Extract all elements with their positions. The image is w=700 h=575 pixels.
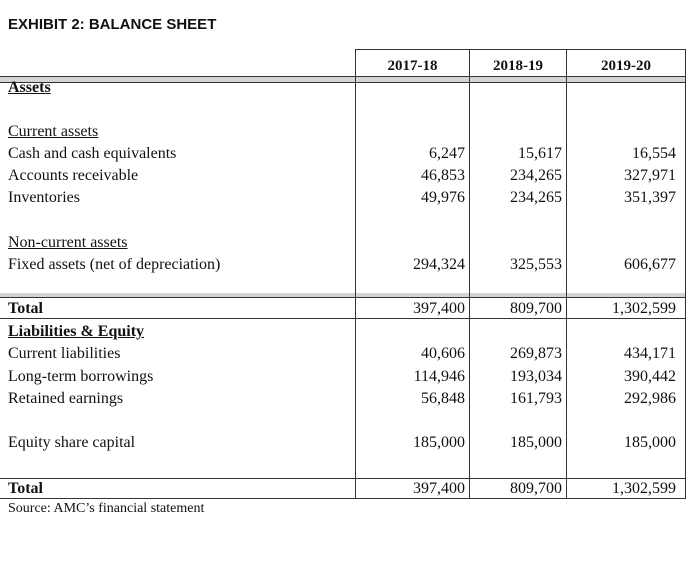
- grid-vline-2: [469, 49, 470, 498]
- total-liabilities-label: Total: [8, 480, 43, 497]
- long-term-2017-18: 114,946: [413, 368, 465, 385]
- fixed-assets-2018-19: 325,553: [510, 256, 562, 273]
- row-label-current-liabilities: Current liabilities: [8, 345, 121, 362]
- column-header-2018-19: 2018-19: [493, 58, 543, 74]
- grid-header-line-2: [0, 82, 686, 83]
- inventories-2017-18: 49,976: [421, 189, 465, 206]
- liabilities-equity-heading: Liabilities & Equity: [8, 323, 145, 340]
- retained-2018-19: 161,793: [510, 390, 562, 407]
- equity-share-2018-19: 185,000: [510, 434, 562, 451]
- total-assets-2019-20: 1,302,599: [612, 300, 676, 317]
- grid-top-line: [355, 49, 686, 50]
- inventories-2019-20: 351,397: [624, 189, 676, 206]
- receivable-2018-19: 234,265: [510, 167, 562, 184]
- current-liabilities-2018-19: 269,873: [510, 345, 562, 362]
- total-assets-label: Total: [8, 300, 43, 317]
- row-label-fixed-assets: Fixed assets (net of depreciation): [8, 256, 221, 273]
- receivable-2017-18: 46,853: [421, 167, 465, 184]
- row-label-retained-earnings: Retained earnings: [8, 390, 124, 407]
- fixed-assets-2017-18: 294,324: [413, 256, 465, 273]
- total-assets-2018-19: 809,700: [510, 300, 562, 317]
- retained-2017-18: 56,848: [421, 390, 465, 407]
- equity-share-2019-20: 185,000: [624, 434, 676, 451]
- grid-vline-4: [685, 49, 686, 498]
- fixed-assets-2019-20: 606,677: [624, 256, 676, 273]
- current-assets-heading: Current assets: [8, 123, 99, 140]
- cash-2017-18: 6,247: [429, 145, 465, 162]
- cash-2018-19: 15,617: [518, 145, 562, 162]
- row-label-inventories: Inventories: [8, 189, 80, 206]
- cash-2019-20: 16,554: [632, 145, 676, 162]
- total-liabilities-2018-19: 809,700: [510, 480, 562, 497]
- receivable-2019-20: 327,971: [624, 167, 676, 184]
- row-label-long-term-borrowings: Long-term borrowings: [8, 368, 154, 385]
- current-liabilities-2017-18: 40,606: [421, 345, 465, 362]
- retained-2019-20: 292,986: [624, 390, 676, 407]
- total-liabilities-2017-18: 397,400: [413, 480, 465, 497]
- long-term-2018-19: 193,034: [510, 368, 562, 385]
- total-assets-2017-18: 397,400: [413, 300, 465, 317]
- inventories-2018-19: 234,265: [510, 189, 562, 206]
- non-current-assets-heading: Non-current assets: [8, 234, 128, 251]
- row-label-receivable: Accounts receivable: [8, 167, 139, 184]
- grid-vline-3: [566, 49, 567, 498]
- row-label-equity-share-capital: Equity share capital: [8, 434, 136, 451]
- long-term-2019-20: 390,442: [624, 368, 676, 385]
- total-liabilities-2019-20: 1,302,599: [612, 480, 676, 497]
- source-note: Source: AMC’s financial statement: [8, 501, 205, 516]
- current-liabilities-2019-20: 434,171: [624, 345, 676, 362]
- row-label-cash: Cash and cash equivalents: [8, 145, 177, 162]
- exhibit-title: EXHIBIT 2: BALANCE SHEET: [8, 16, 217, 33]
- grid-header-line: [0, 76, 686, 77]
- column-header-2017-18: 2017-18: [387, 58, 438, 74]
- assets-heading: Assets: [8, 79, 51, 96]
- equity-share-2017-18: 185,000: [413, 434, 465, 451]
- column-header-2019-20: 2019-20: [601, 58, 651, 74]
